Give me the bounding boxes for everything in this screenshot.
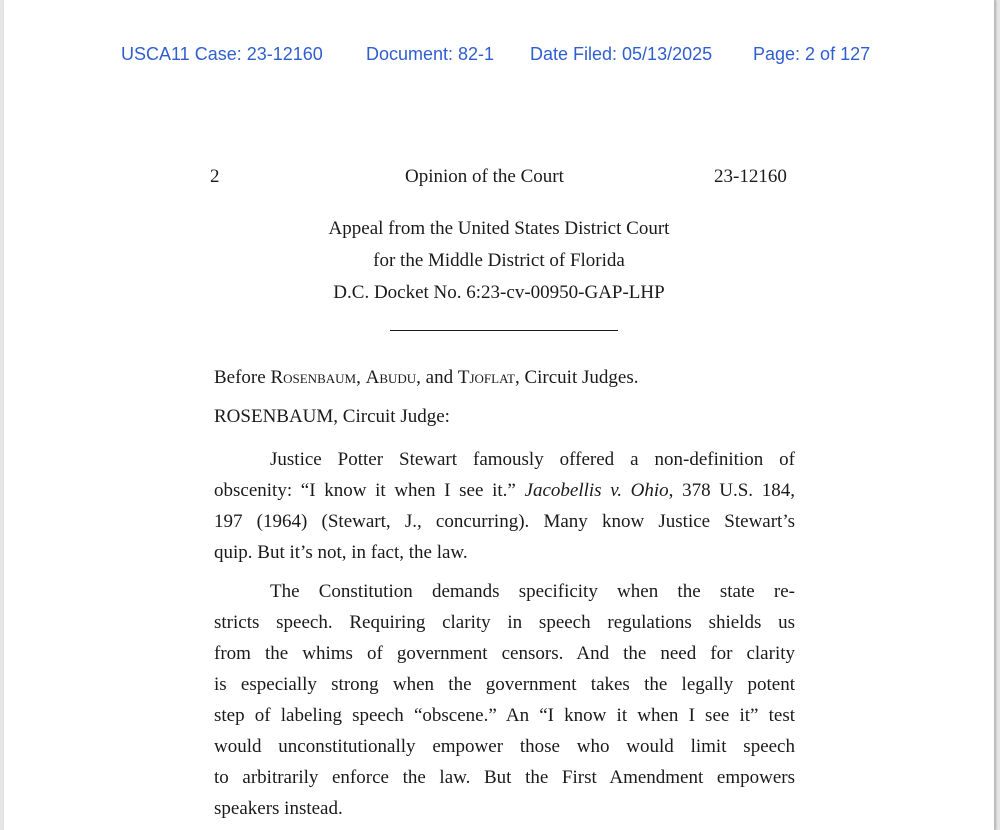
stamp-document: Document: 82-1	[366, 44, 495, 64]
p2-line-4: is especially strong when the government takes the legally potent	[214, 674, 795, 695]
running-head-title: Opinion of the Court	[405, 166, 564, 187]
panel-sep-2: , and	[416, 367, 458, 388]
running-head-page-number: 2	[210, 166, 220, 187]
panel-line	[214, 367, 638, 389]
document-page	[4, 0, 995, 830]
p2-line-3: from the whims of government censors. And the need for clarity	[214, 643, 795, 664]
p1-line-4: quip. But it’s not, in fact, the law.	[214, 542, 468, 563]
author-line: ROSENBAUM, Circuit Judge:	[214, 406, 450, 427]
judge-abudu: Abudu	[365, 367, 417, 388]
stamp-page: Page: 2 of 127	[753, 44, 871, 64]
p2-line-5: step of labeling speech “obscene.” An “I know it when I see it” test	[214, 705, 795, 726]
p1-line-3: 197 (1964) (Stewart, J., concurring). Many know Justice Stewart’s	[214, 511, 795, 532]
panel-suffix: , Circuit Judges.	[514, 367, 639, 388]
p2-line-2: stricts speech. Requiring clarity in speech regulations shields us	[214, 612, 795, 633]
divider-rule	[390, 330, 618, 331]
running-head-docket: 23-12160	[714, 166, 787, 187]
p2-line-1: The Constitution demands specificity when the state re-	[270, 581, 795, 602]
judge-tjoflat: Tjoflat	[457, 367, 515, 388]
p1-line-2	[214, 475, 795, 506]
paragraph-2	[214, 576, 795, 824]
appeal-line-1: Appeal from the United States District Court	[328, 218, 670, 239]
p1-line-2-a: obscenity: “I know it when I see it.”	[214, 480, 525, 501]
panel-before: Before	[214, 367, 271, 388]
panel-sep-1: ,	[356, 367, 366, 388]
p2-line-7: to arbitrarily enforce the law. But the First Amendment empowers	[214, 767, 795, 788]
p1-line-1: Justice Potter Stewart famously offered a non-definition of	[270, 449, 795, 470]
case-citation-jacobellis: Jacobellis v. Ohio	[524, 480, 669, 501]
p2-line-8: speakers instead.	[214, 798, 343, 819]
stamp-date-filed: Date Filed: 05/13/2025	[530, 44, 713, 64]
judge-rosenbaum: Rosenbaum	[270, 367, 357, 388]
appeal-line-3: D.C. Docket No. 6:23-cv-00950-GAP-LHP	[333, 282, 665, 303]
paragraph-1	[214, 444, 795, 568]
appeal-line-2: for the Middle District of Florida	[373, 250, 625, 271]
p2-line-6: would unconstitutionally empower those who would limit speech	[214, 736, 795, 757]
p1-line-2-c: , 378 U.S. 184,	[668, 480, 795, 501]
stamp-case: USCA11 Case: 23-12160	[121, 44, 323, 64]
